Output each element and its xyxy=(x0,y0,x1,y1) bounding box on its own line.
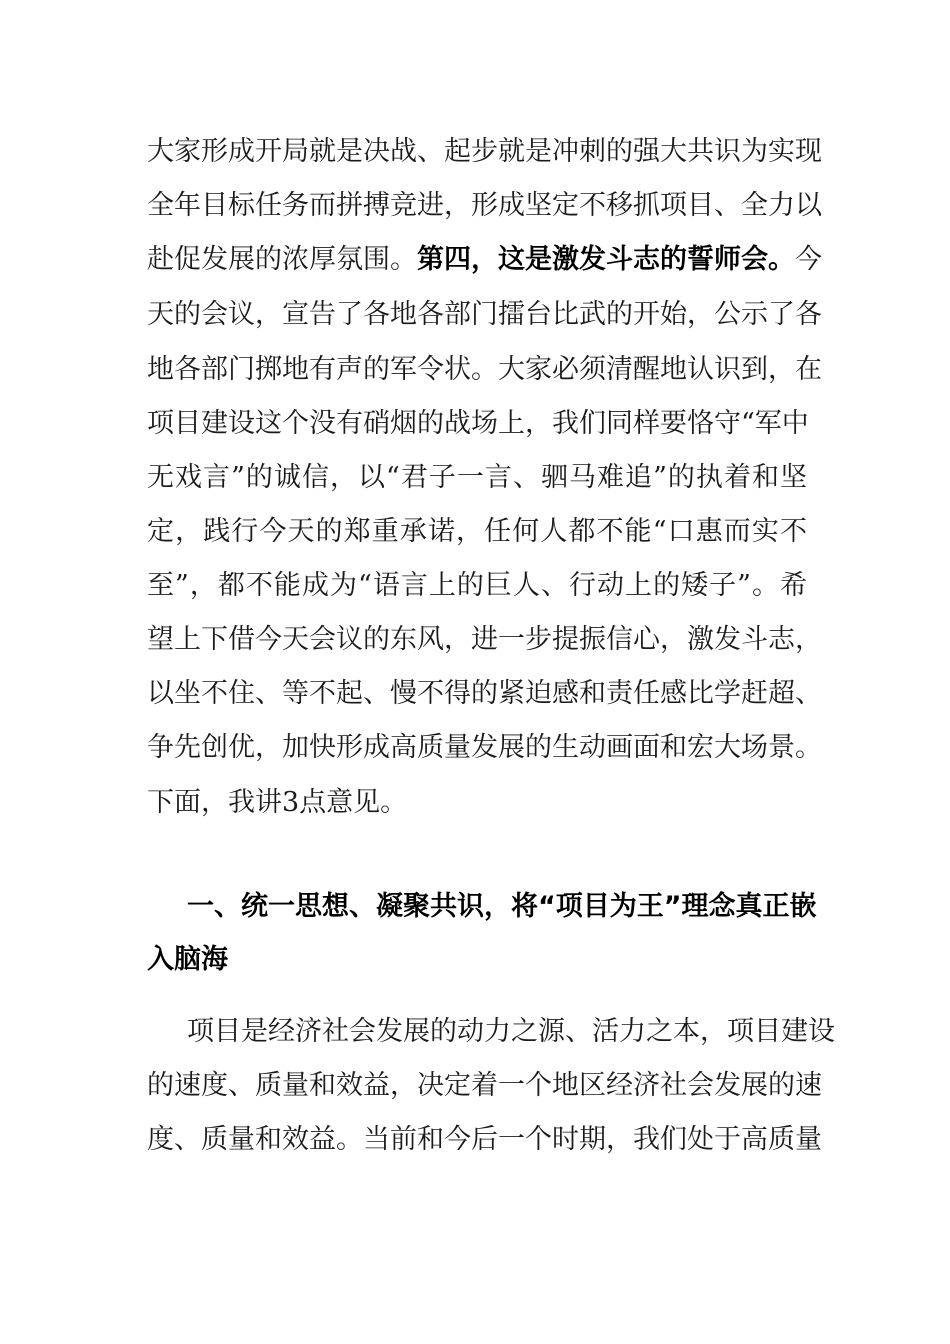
paragraph-text: 赴促发展的浓厚氛围。 xyxy=(147,244,417,275)
paragraph-line: 大家形成开局就是决战、起步就是冲刺的强大共识为实现 xyxy=(147,136,822,167)
paragraph-line: 争先创优，加快形成高质量发展的生动画面和宏大场景。 xyxy=(147,732,822,763)
paragraph-line: 无戏言”的诚信，以“君子一言、驷马难追”的执着和坚 xyxy=(147,462,807,493)
paragraph-line: 天的会议，宣告了各地各部门擂台比武的开始，公示了各 xyxy=(147,299,822,330)
bold-point-title: 第四，这是激发斗志的誓师会。 xyxy=(417,244,795,275)
paragraph-line xyxy=(147,240,822,280)
paragraph-line: 全年目标任务而拼搏竞进，形成坚定不移抓项目、全力以 xyxy=(147,190,822,221)
paragraph-line: 下面，我讲3点意见。 xyxy=(147,787,408,818)
paragraph-line: 的速度、质量和效益，决定着一个地区经济社会发展的速 xyxy=(147,1070,822,1101)
paragraph-line: 以坐不住、等不起、慢不得的紧迫感和责任感比学赶超、 xyxy=(147,678,822,709)
section-heading-line: 一、统一思想、凝聚共识，将“项目为王”理念真正嵌 xyxy=(187,891,817,922)
paragraph-line: 地各部门掷地有声的军令状。大家必须清醒地认识到，在 xyxy=(147,354,822,385)
paragraph-line: 项目建设这个没有硝烟的战场上，我们同样要恪守“军中 xyxy=(147,408,809,439)
paragraph-line: 定，践行今天的郑重承诺，任何人都不能“口惠而实不 xyxy=(147,516,807,547)
paragraph-line: 望上下借今天会议的东风，进一步提振信心，激发斗志， xyxy=(147,624,822,655)
paragraph-text: 今 xyxy=(795,244,822,275)
paragraph-line: 度、质量和效益。当前和今后一个时期，我们处于高质量 xyxy=(147,1124,822,1155)
paragraph-line: 至”，都不能成为“语言上的巨人、行动上的矮子”。希 xyxy=(147,570,807,601)
paragraph-line: 项目是经济社会发展的动力之源、活力之本，项目建设 xyxy=(187,1016,835,1047)
section-heading-line: 入脑海 xyxy=(147,944,228,975)
